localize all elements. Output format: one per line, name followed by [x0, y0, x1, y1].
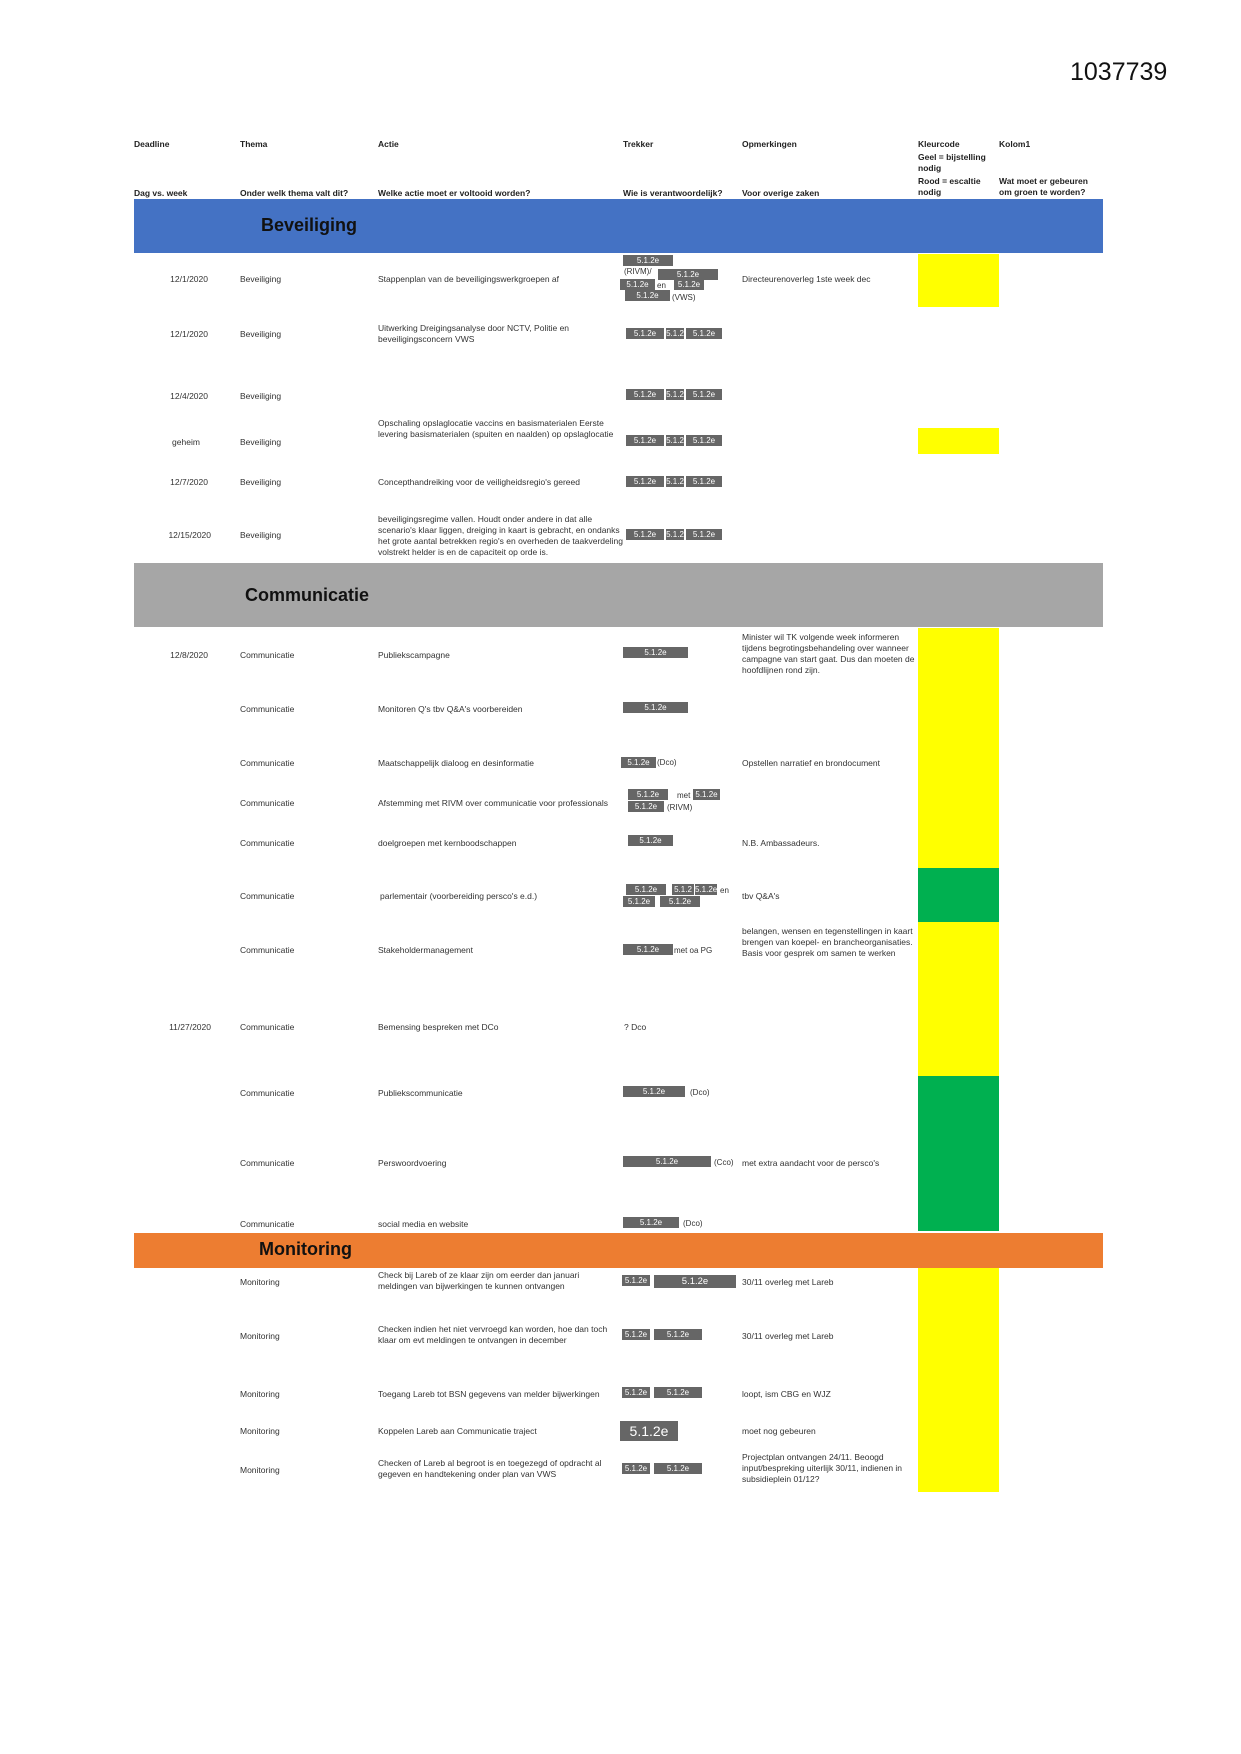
row-thema: Communicatie — [240, 650, 295, 660]
status-color-green — [918, 868, 999, 922]
redacted-name: 5.1.2e — [654, 1275, 736, 1288]
trekker-text: (RIVM)/ — [624, 267, 652, 276]
row-actie: Perswoordvoering — [378, 1158, 447, 1168]
status-color-green — [918, 1076, 999, 1231]
redacted-name: 5.1.2e — [686, 389, 722, 400]
redacted-name: 5.1.2e — [620, 279, 655, 290]
row-opmerking: 30/11 overleg met Lareb — [742, 1277, 834, 1287]
trekker-text: (Dco) — [657, 758, 677, 767]
row-deadline: 12/4/2020 — [170, 391, 208, 401]
header-deadline: Deadline — [134, 139, 170, 149]
redacted-name: 5.1.2e — [626, 884, 666, 895]
row-thema: Monitoring — [240, 1277, 280, 1287]
row-actie: social media en website — [378, 1219, 469, 1229]
redacted-name: 5.1.2e — [628, 835, 673, 846]
row-thema: Monitoring — [240, 1426, 280, 1436]
row-opmerking: met extra aandacht voor de persco's — [742, 1158, 880, 1168]
row-opmerking: Minister wil TK volgende week informeren tijdens begrotingsbehandeling over wanneer campagne van start gaat. Dus dan moeten de hoofdlijnen rond zijn. — [742, 632, 915, 676]
row-deadline: geheim — [172, 437, 200, 447]
row-actie: Toegang Lareb tot BSN gegevens van melder bijwerkingen — [378, 1389, 600, 1399]
redacted-name: 5.1.2e — [623, 702, 688, 713]
row-thema: Beveiliging — [240, 329, 282, 339]
row-opmerking: 30/11 overleg met Lareb — [742, 1331, 834, 1341]
header-deadline-sub: Dag vs. week — [134, 188, 188, 198]
redacted-name: 5.1.2e — [654, 1463, 702, 1474]
redacted-name: 5.1.2e — [626, 328, 664, 339]
row-actie: Opschaling opslaglocatie vaccins en basismaterialen Eerste levering basismaterialen (spuiten en naalden) op opslaglocatie — [378, 418, 614, 440]
redacted-name: 5.1.2e — [626, 476, 664, 487]
status-color-yellow — [918, 254, 999, 307]
status-color-yellow — [918, 628, 999, 868]
redacted-name: 5.1.2e — [625, 290, 670, 301]
redacted-name: 5.1.2e — [686, 435, 722, 446]
trekker-text: en — [720, 886, 729, 895]
row-thema: Monitoring — [240, 1389, 280, 1399]
redacted-name: 5.1.2e — [622, 1387, 650, 1398]
trekker-text: met oa PG — [674, 946, 713, 955]
redacted-name: 5.1.2e — [660, 896, 700, 907]
header-kleur-geel: Geel = bijstelling nodig — [918, 152, 986, 173]
row-deadline: 12/1/2020 — [170, 274, 208, 284]
row-deadline: 11/27/2020 — [169, 1022, 211, 1032]
row-actie: Publiekscommunicatie — [378, 1088, 463, 1098]
row-thema: Beveiliging — [240, 530, 282, 540]
header-opmerkingen: Opmerkingen — [742, 139, 797, 149]
redacted-name: 5.1.2e — [623, 944, 673, 955]
redacted-name: 5.1.2 — [666, 530, 684, 539]
redacted-name: 5.1.2e — [686, 328, 722, 339]
row-actie: Checken indien het niet vervroegd kan worden, hoe dan toch klaar om evt meldingen te ontvangen in december — [378, 1324, 608, 1346]
row-actie: Concepthandreiking voor de veiligheidsregio's gereed — [378, 477, 580, 487]
redacted-name: 5.1.2e — [621, 757, 656, 768]
section-title-monitoring: Monitoring — [259, 1239, 352, 1259]
redacted-name: 5.1.2e — [626, 389, 664, 400]
header-opmerkingen-sub: Voor overige zaken — [742, 188, 820, 198]
redacted-name: 5.1.2e — [654, 1329, 702, 1340]
row-opmerking: Projectplan ontvangen 24/11. Beoogd input/bespreking uiterlijk 30/11, indienen in subsidieplein 01/12? — [742, 1452, 903, 1485]
trekker-text: (Cco) — [714, 1158, 734, 1167]
row-trekker: ? Dco — [624, 1022, 647, 1032]
redacted-name: 5.1.2 — [666, 436, 684, 445]
header-trekker: Trekker — [623, 139, 654, 149]
redacted-name: 5.1.2e — [674, 279, 704, 290]
row-opmerking: loopt, ism CBG en WJZ — [742, 1389, 831, 1399]
redacted-name: 5.1.2e — [623, 255, 673, 266]
section-title-beveiliging: Beveiliging — [261, 215, 358, 235]
header-thema: Thema — [240, 139, 268, 149]
row-actie: Afstemming met RIVM over communicatie voor professionals — [378, 798, 609, 808]
trekker-text: (RIVM) — [667, 803, 693, 812]
row-thema: Communicatie — [240, 838, 295, 848]
row-thema: Communicatie — [240, 704, 295, 714]
redacted-name: 5.1.2e — [623, 1086, 685, 1097]
row-actie: parlementair (voorbereiding persco's e.d.) — [380, 891, 538, 901]
status-color-yellow — [918, 428, 999, 454]
header-kolom1: Kolom1 — [999, 139, 1031, 149]
row-actie: Checken of Lareb al begroot is en toegezegd of opdracht al gegeven en handtekening onder plan van VWS — [378, 1458, 602, 1480]
redacted-name: 5.1.2e — [626, 529, 664, 540]
section-title-communicatie: Communicatie — [245, 585, 370, 605]
row-actie: doelgroepen met kernboodschappen — [378, 838, 517, 848]
row-thema: Communicatie — [240, 798, 295, 808]
row-thema: Monitoring — [240, 1331, 280, 1341]
row-opmerking: N.B. Ambassadeurs. — [742, 838, 820, 848]
header-kolom1-sub: Wat moet er gebeuren om groen te worden? — [999, 176, 1088, 197]
trekker-text: (VWS) — [672, 293, 696, 302]
row-deadline: 12/8/2020 — [170, 650, 208, 660]
row-thema: Communicatie — [240, 891, 295, 901]
row-thema: Beveiliging — [240, 391, 282, 401]
redacted-name: 5.1.2e — [623, 896, 655, 907]
header-trekker-sub: Wie is verantwoordelijk? — [623, 188, 723, 198]
row-actie: beveiligingsregime vallen. Houdt onder andere in dat alle scenario's klaar liggen, dreiging in kaart is gebracht, en ondanks het grote aantal betrekken regio's en overheden de taakverdeling volstrekt helder is en de capaciteit op orde is. — [378, 514, 623, 558]
redacted-name: 5.1.2e — [628, 789, 668, 800]
row-actie: Stakeholdermanagement — [378, 945, 473, 955]
redacted-name: 5.1.2e — [695, 885, 717, 894]
trekker-text: (Dco) — [683, 1219, 703, 1228]
row-opmerking: belangen, wensen en tegenstellingen in kaart brengen van koepel- en brancheorganisaties. Basis voor gesprek om samen te werken — [742, 926, 913, 959]
row-thema: Communicatie — [240, 1088, 295, 1098]
status-color-yellow — [918, 1268, 999, 1492]
row-opmerking: Directeurenoverleg 1ste week dec — [742, 274, 871, 284]
row-actie: Bemensing bespreken met DCo — [378, 1022, 499, 1032]
row-actie: Publiekscampagne — [378, 650, 450, 660]
row-actie: Koppelen Lareb aan Communicatie traject — [378, 1426, 537, 1436]
redacted-name: 5.1.2e — [622, 1275, 650, 1286]
redacted-name: 5.1.2e — [686, 529, 722, 540]
header-thema-sub: Onder welk thema valt dit? — [240, 188, 349, 198]
row-opmerking: Opstellen narratief en brondocument — [742, 758, 880, 768]
row-actie: Monitoren Q's tbv Q&A's voorbereiden — [378, 704, 523, 714]
status-color-yellow — [918, 922, 999, 1076]
row-opmerking: tbv Q&A's — [742, 891, 780, 901]
header-kleurcode: Kleurcode — [918, 139, 960, 149]
trekker-text: met — [677, 791, 691, 800]
row-deadline: 12/7/2020 — [170, 477, 208, 487]
row-actie: Maatschappelijk dialoog en desinformatie — [378, 758, 534, 768]
row-thema: Beveiliging — [240, 274, 282, 284]
redacted-name: 5.1.2e — [623, 1156, 711, 1167]
row-thema: Communicatie — [240, 1022, 295, 1032]
redacted-name: 5.1.2e — [658, 269, 718, 280]
row-thema: Beveiliging — [240, 437, 282, 447]
redacted-name: 5.1.2e — [622, 1329, 650, 1340]
row-thema: Communicatie — [240, 1158, 295, 1168]
redacted-name: 5.1.2e — [623, 647, 688, 658]
redacted-name: 5.1.2e — [622, 1463, 650, 1474]
row-deadline: 12/15/2020 — [168, 530, 211, 540]
redacted-name: 5.1.2e — [620, 1421, 678, 1441]
redacted-name: 5.1.2e — [628, 801, 664, 812]
redacted-name: 5.1.2 — [672, 884, 694, 895]
row-thema: Monitoring — [240, 1465, 280, 1475]
row-thema: Communicatie — [240, 1219, 295, 1229]
redacted-name: 5.1.2e — [686, 476, 722, 487]
header-actie-sub: Welke actie moet er voltooid worden? — [378, 188, 531, 198]
redacted-name: 5.1.2e — [626, 435, 664, 446]
header-actie: Actie — [378, 139, 399, 149]
redacted-name: 5.1.2e — [693, 789, 720, 800]
redacted-name: 5.1.2e — [623, 1217, 679, 1228]
row-deadline: 12/1/2020 — [170, 329, 208, 339]
trekker-text: (Dco) — [690, 1088, 710, 1097]
redacted-name: 5.1.2 — [666, 329, 684, 338]
trekker-text: en — [657, 281, 666, 290]
header-kleur-rood: Rood = escaltie nodig — [918, 176, 981, 197]
redacted-name: 5.1.2e — [654, 1387, 702, 1398]
row-thema: Beveiliging — [240, 477, 282, 487]
redacted-name: 5.1.2 — [666, 390, 684, 399]
row-actie: Stappenplan van de beveiligingswerkgroepen af — [378, 274, 559, 284]
row-thema: Communicatie — [240, 945, 295, 955]
row-actie: Check bij Lareb of ze klaar zijn om eerder dan januari meldingen van bijwerkingen te kunnen ontvangen — [378, 1270, 580, 1292]
document-id: 1037739 — [1070, 58, 1168, 86]
redacted-name: 5.1.2 — [666, 477, 684, 486]
row-actie: Uitwerking Dreigingsanalyse door NCTV, Politie en beveiligingsconcern VWS — [378, 323, 570, 345]
row-thema: Communicatie — [240, 758, 295, 768]
row-opmerking: moet nog gebeuren — [742, 1426, 816, 1436]
